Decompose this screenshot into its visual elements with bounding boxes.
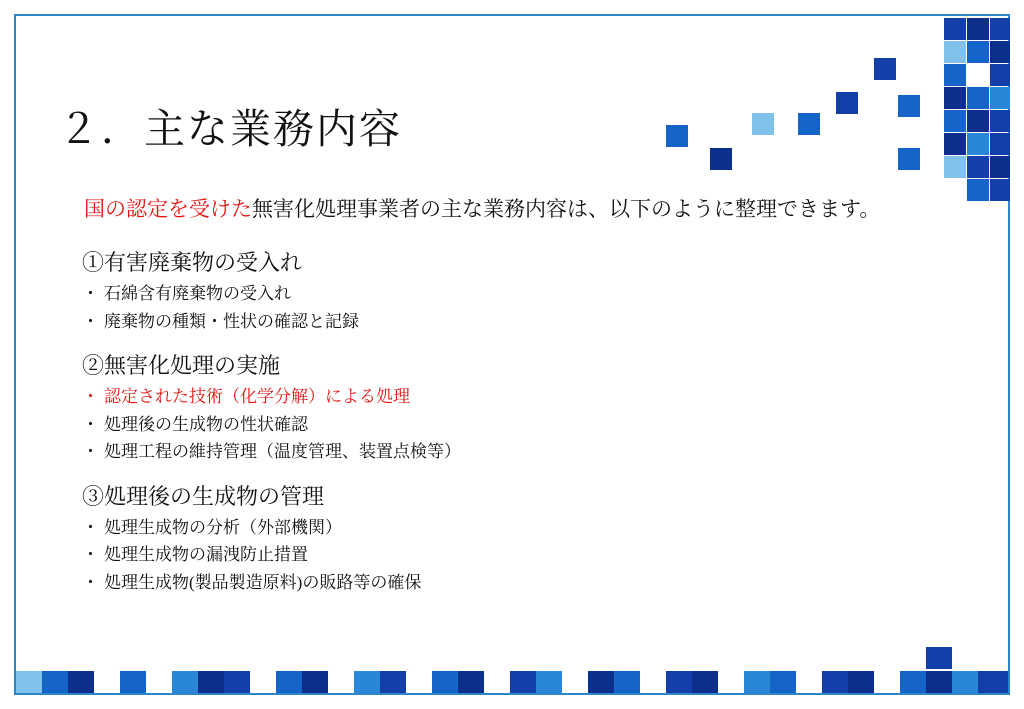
mosaic-square xyxy=(944,64,966,86)
mosaic-square xyxy=(744,671,770,693)
mosaic-square xyxy=(354,671,380,693)
list-item: ・ 処理生成物の分析（外部機関） xyxy=(82,514,942,542)
lead-rest-text: 無害化処理事業者の主な業務内容は、以下のように整理できます。 xyxy=(252,197,881,221)
mosaic-square xyxy=(666,671,692,693)
mosaic-square xyxy=(42,671,68,693)
content-body xyxy=(82,246,942,610)
mosaic-square xyxy=(978,671,1008,693)
list-item: ・ 処理生成物の漏洩防止措置 xyxy=(82,541,942,569)
mosaic-square xyxy=(967,179,989,201)
mosaic-square xyxy=(718,671,744,693)
mosaic-square xyxy=(926,671,952,693)
mosaic-square xyxy=(967,156,989,178)
lead-paragraph xyxy=(84,193,880,223)
mosaic-square xyxy=(666,125,688,147)
list-item: ・ 石綿含有廃棄物の受入れ xyxy=(82,280,942,308)
mosaic-square xyxy=(640,671,666,693)
mosaic-square xyxy=(836,92,858,114)
mosaic-square xyxy=(536,671,562,693)
mosaic-square xyxy=(198,671,224,693)
mosaic-square xyxy=(990,87,1010,109)
mosaic-square xyxy=(510,671,536,693)
mosaic-square xyxy=(990,179,1010,201)
mosaic-square xyxy=(967,133,989,155)
mosaic-square xyxy=(798,113,820,135)
mosaic-square xyxy=(944,41,966,63)
mosaic-square xyxy=(380,671,406,693)
mosaic-square xyxy=(990,110,1010,132)
mosaic-square xyxy=(990,156,1010,178)
mosaic-square xyxy=(944,133,966,155)
mosaic-square xyxy=(752,113,774,135)
mosaic-square xyxy=(898,95,920,117)
content-group xyxy=(82,349,942,466)
mosaic-square xyxy=(967,18,989,40)
mosaic-square xyxy=(250,671,276,693)
mosaic-square xyxy=(432,671,458,693)
mosaic-square xyxy=(952,671,978,693)
mosaic-square xyxy=(898,148,920,170)
mosaic-square xyxy=(822,671,848,693)
mosaic-square xyxy=(874,58,896,80)
mosaic-square xyxy=(990,133,1010,155)
content-group xyxy=(82,246,942,335)
group-heading: ②無害化処理の実施 xyxy=(82,353,281,379)
mosaic-square xyxy=(967,64,989,86)
mosaic-square xyxy=(967,41,989,63)
mosaic-square xyxy=(484,671,510,693)
mosaic-square xyxy=(990,64,1010,86)
mosaic-square xyxy=(848,671,874,693)
mosaic-square xyxy=(710,148,732,170)
group-heading: ①有害廃棄物の受入れ xyxy=(82,250,303,275)
list-item: ・ 認定された技術（化学分解）による処理 xyxy=(82,383,942,411)
mosaic-square xyxy=(16,671,42,693)
mosaic-square xyxy=(614,671,640,693)
bullet-list xyxy=(82,514,942,597)
mosaic-square xyxy=(458,671,484,693)
mosaic-square xyxy=(120,671,146,693)
mosaic-square xyxy=(224,671,250,693)
mosaic-square xyxy=(328,671,354,693)
mosaic-square xyxy=(276,671,302,693)
list-item: ・ 処理生成物(製品製造原料)の販路等の確保 xyxy=(82,569,942,597)
lead-accent-text: 国の認定を受けた xyxy=(84,197,252,221)
bullet-list xyxy=(82,280,942,335)
mosaic-square xyxy=(900,671,926,693)
content-group xyxy=(82,480,942,597)
mosaic-square xyxy=(302,671,328,693)
mosaic-square xyxy=(588,671,614,693)
mosaic-square xyxy=(874,671,900,693)
page-title: ２．主な業務内容 xyxy=(58,106,402,152)
mosaic-square xyxy=(796,671,822,693)
mosaic-square xyxy=(94,671,120,693)
mosaic-square xyxy=(944,18,966,40)
bullet-list xyxy=(82,383,942,466)
mosaic-square xyxy=(944,87,966,109)
decorative-mosaic-bottom-strip xyxy=(16,647,1008,693)
list-item: ・ 処理工程の維持管理（温度管理、装置点検等） xyxy=(82,438,942,466)
group-heading: ③処理後の生成物の管理 xyxy=(82,483,325,509)
mosaic-square xyxy=(770,671,796,693)
mosaic-square xyxy=(967,87,989,109)
mosaic-square xyxy=(990,18,1010,40)
list-item: ・ 処理後の生成物の性状確認 xyxy=(82,411,942,439)
mosaic-square xyxy=(406,671,432,693)
mosaic-square xyxy=(967,110,989,132)
mosaic-square xyxy=(172,671,198,693)
mosaic-square xyxy=(562,671,588,693)
list-item: ・ 廃棄物の種類・性状の確認と記録 xyxy=(82,308,942,336)
mosaic-square xyxy=(944,156,966,178)
mosaic-square xyxy=(990,41,1010,63)
mosaic-square xyxy=(146,671,172,693)
mosaic-square xyxy=(944,110,966,132)
mosaic-square xyxy=(926,647,952,669)
mosaic-square xyxy=(692,671,718,693)
mosaic-square xyxy=(68,671,94,693)
